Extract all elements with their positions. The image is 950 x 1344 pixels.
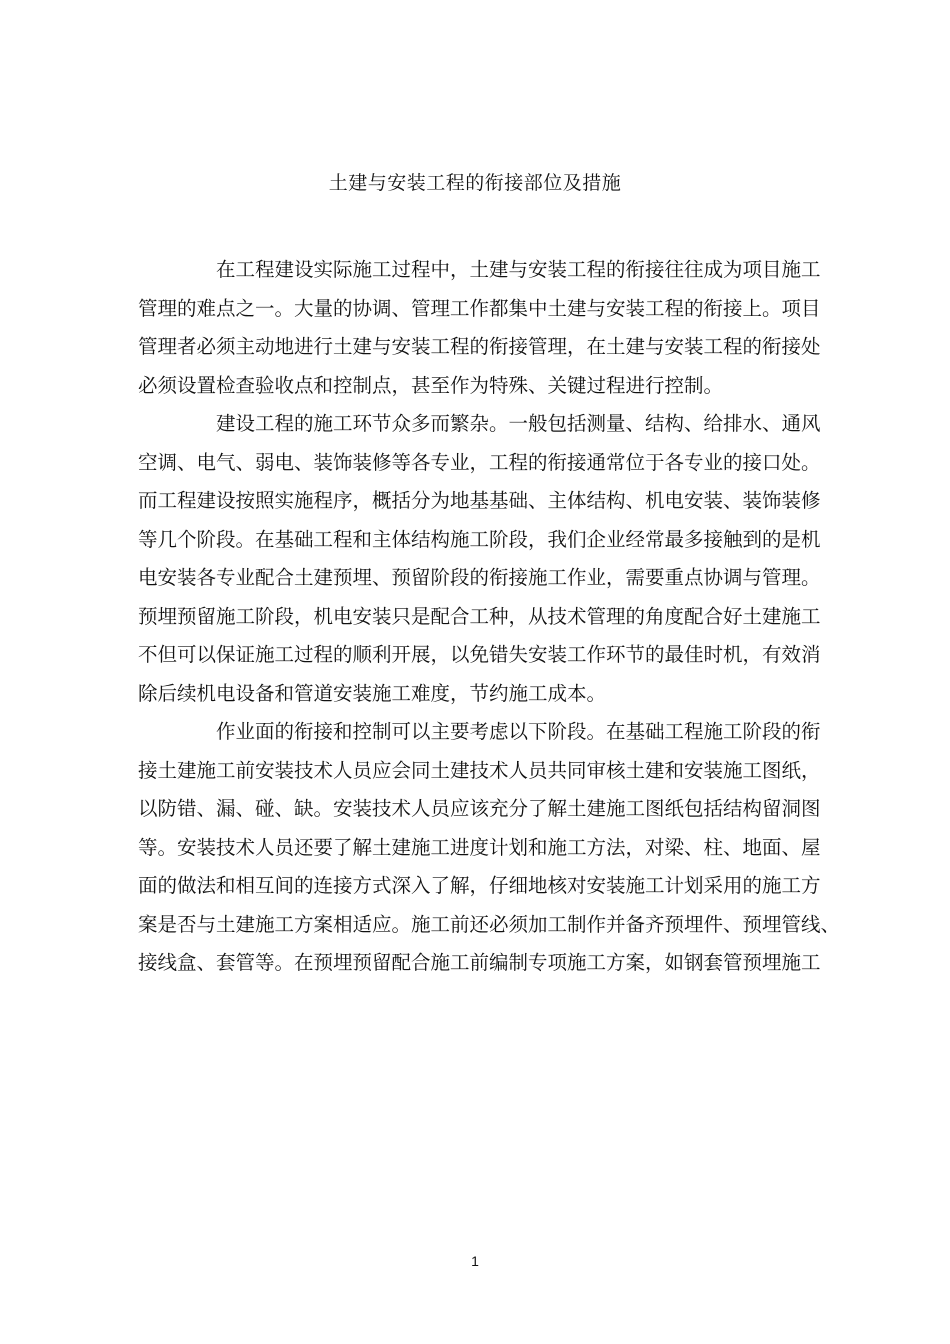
paragraph-line: 接土建施工前安装技术人员应会同土建技术人员共同审核土建和安装施工图纸， bbox=[138, 758, 821, 782]
document-title: 土建与安装工程的衔接部位及措施 bbox=[328, 172, 622, 194]
paragraph-line: 除后续机电设备和管道安装施工难度，节约施工成本。 bbox=[138, 681, 607, 705]
paragraph-line: 空调、电气、弱电、装饰装修等各专业，工程的衔接通常位于各专业的接口处。 bbox=[138, 450, 821, 474]
paragraph-line: 案是否与土建施工方案相适应。施工前还必须加工制作并备齐预埋件、预埋管线、 bbox=[138, 912, 841, 936]
paragraph-line: 而工程建设按照实施程序，概括分为地基基础、主体结构、机电安装、装饰装修 bbox=[138, 489, 821, 512]
paragraph-line: 管理者必须主动地进行土建与安装工程的衔接管理，在土建与安装工程的衔接处 bbox=[138, 335, 821, 358]
paragraph-line: 等几个阶段。在基础工程和主体结构施工阶段，我们企业经常最多接触到的是机 bbox=[138, 527, 821, 551]
paragraph-line: 在工程建设实际施工过程中，土建与安装工程的衔接往往成为项目施工 bbox=[216, 258, 821, 281]
paragraph-line: 电安装各专业配合土建预埋、预留阶段的衔接施工作业，需要重点协调与管理。 bbox=[138, 566, 821, 589]
paragraph-line: 接线盒、套管等。在预埋预留配合施工前编制专项施工方案，如钢套管预埋施工 bbox=[138, 951, 821, 974]
page-number: 1 bbox=[471, 1253, 479, 1269]
paragraph-2 bbox=[138, 405, 822, 713]
paragraph-line: 以防错、漏、碰、缺。安装技术人员应该充分了解土建施工图纸包括结构留洞图 bbox=[138, 797, 821, 820]
paragraph-line: 必须设置检查验收点和控制点，甚至作为特殊、关键过程进行控制。 bbox=[138, 373, 724, 397]
paragraph-line: 建设工程的施工环节众多而繁杂。一般包括测量、结构、给排水、通风 bbox=[216, 412, 821, 435]
paragraph-line: 面的做法和相互间的连接方式深入了解，仔细地核对安装施工计划采用的施工方 bbox=[138, 874, 821, 897]
paragraph-line: 作业面的衔接和控制可以主要考虑以下阶段。在基础工程施工阶段的衔 bbox=[216, 720, 821, 743]
paragraph-3 bbox=[138, 713, 841, 983]
paragraph-1 bbox=[138, 251, 822, 405]
paragraph-line: 不但可以保证施工过程的顺利开展，以免错失安装工作环节的最佳时机，有效消 bbox=[138, 643, 821, 666]
paragraph-line: 管理的难点之一。大量的协调、管理工作都集中土建与安装工程的衔接上。项目 bbox=[138, 296, 821, 320]
document-body bbox=[138, 251, 841, 983]
paragraph-line: 等。安装技术人员还要了解土建施工进度计划和施工方法，对梁、柱、地面、屋 bbox=[138, 835, 821, 859]
paragraph-line: 预埋预留施工阶段，机电安装只是配合工种，从技术管理的角度配合好土建施工 bbox=[138, 604, 821, 628]
